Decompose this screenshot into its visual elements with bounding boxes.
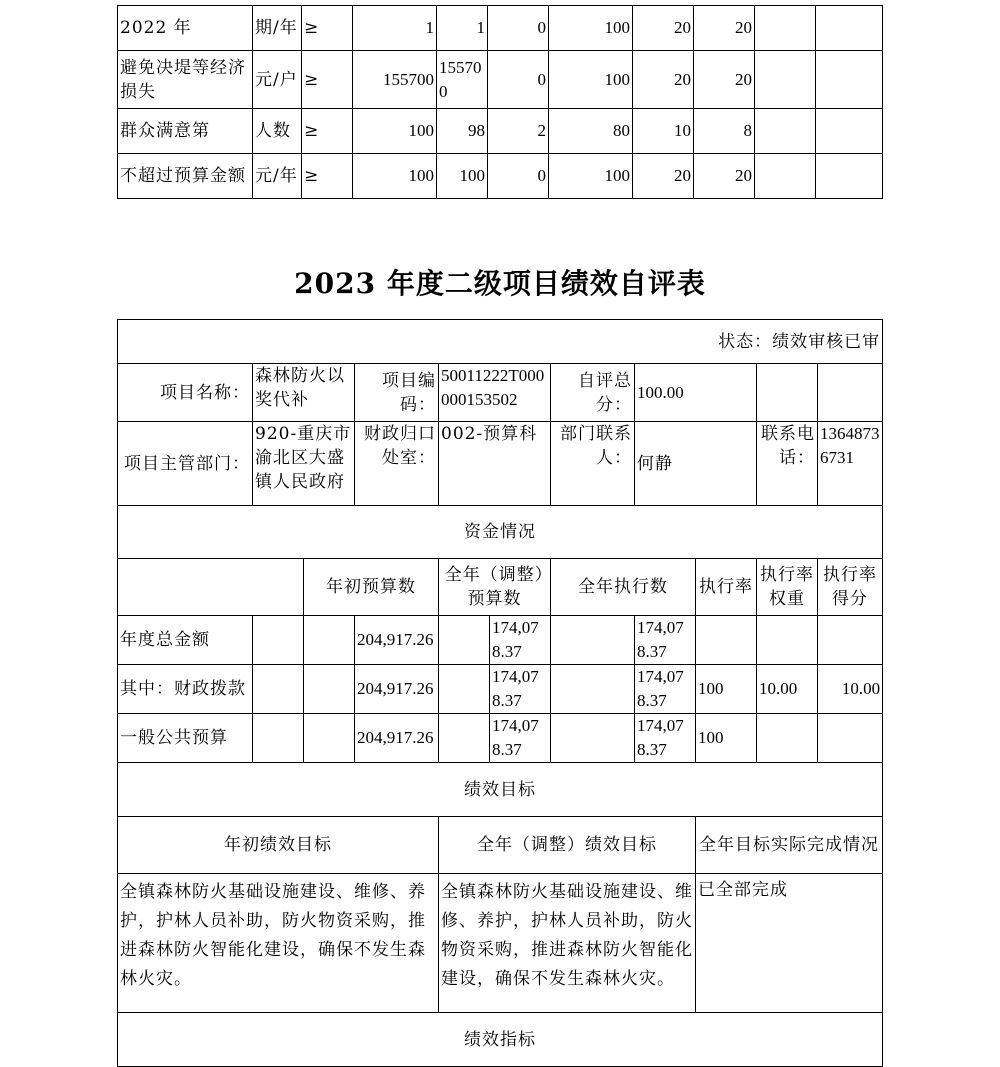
fund-rate: 100 [696,665,757,714]
indicator-operator: ≥ [302,6,353,51]
empty-cell [757,364,818,422]
fund-score [818,616,883,665]
empty-cell [439,665,490,714]
executed-header: 全年执行数 [551,559,696,616]
indicator-value: 80 [549,109,633,154]
indicator-operator: ≥ [302,109,353,154]
empty-cell [304,665,355,714]
project-code-value: 50011222T000000153502 [439,364,551,422]
actual-goal-text: 已全部完成 [696,874,883,1013]
adjusted-budget-header: 全年（调整）预算数 [439,559,551,616]
project-code-label: 项目编码： [355,364,439,422]
indicator-operator: ≥ [302,51,353,109]
actual-goal-header: 全年目标实际完成情况 [696,817,883,874]
phone-label: 联系电话： [757,422,818,506]
fund-weight [757,714,818,763]
table-row [118,616,883,665]
empty-cell [816,154,883,199]
fund-adjusted: 174,078.37 [490,714,551,763]
empty-cell [253,665,304,714]
indicators-section-title: 绩效指标 [118,1013,883,1067]
funds-header-row [118,559,883,616]
indicator-value: 0 [488,51,549,109]
indicator-value: 10 [633,109,694,154]
indicator-name: 2022 年 [118,6,253,51]
weight-header: 执行率权重 [757,559,818,616]
indicator-value: 20 [694,154,755,199]
fund-label: 其中：财政拨款 [118,665,253,714]
indicator-value: 100 [549,51,633,109]
indicator-unit: 期/年 [253,6,302,51]
indicator-value: 20 [633,154,694,199]
office-label: 财政归口处室： [355,422,439,506]
fund-executed: 174,078.37 [635,714,696,763]
fund-initial: 204,917.26 [355,665,439,714]
table-row [118,154,883,199]
indicator-value: 100 [353,109,437,154]
indicator-value: 0 [488,6,549,51]
fund-executed: 174,078.37 [635,616,696,665]
fund-weight: 10.00 [757,665,818,714]
indicator-value: 1 [437,6,488,51]
empty-cell [755,109,816,154]
indicator-operator: ≥ [302,154,353,199]
phone-value: 13648736731 [818,422,883,506]
indicator-value: 20 [633,51,694,109]
dept-value: 920-重庆市渝北区大盛镇人民政府 [253,422,355,506]
adjusted-goal-text: 全镇森林防火基础设施建设、维修、养护，护林人员补助，防火物资采购，推进森林防火智能化建设，确保不发生森林火灾。 [439,874,696,1013]
empty-cell [818,364,883,422]
empty-cell [755,6,816,51]
indicator-value: 98 [437,109,488,154]
empty-cell [439,714,490,763]
fund-label: 年度总金额 [118,616,253,665]
indicator-value: 100 [549,6,633,51]
indicator-value: 155700 [437,51,488,109]
initial-goal-header: 年初绩效目标 [118,817,439,874]
table-row [118,6,883,51]
self-score-value: 100.00 [635,364,757,422]
self-score-label: 自评总分： [551,364,635,422]
empty-cell [253,616,304,665]
indicator-table-continued [117,5,883,199]
empty-cell [551,714,635,763]
fund-weight [757,616,818,665]
project-name-value: 森林防火以奖代补 [253,364,355,422]
section-header [118,763,883,817]
goals-content-row [118,874,883,1013]
fund-adjusted: 174,078.37 [490,665,551,714]
evaluation-table [117,319,883,1067]
indicator-unit: 元/户 [253,51,302,109]
empty-cell [118,559,304,616]
goals-section-title: 绩效目标 [118,763,883,817]
score-header: 执行率得分 [818,559,883,616]
contact-label: 部门联系人： [551,422,635,506]
dept-label: 项目主管部门： [118,422,253,506]
contact-value: 何静 [635,422,757,506]
indicator-unit: 元/年 [253,154,302,199]
empty-cell [755,51,816,109]
rate-header: 执行率 [696,559,757,616]
fund-rate [696,616,757,665]
indicator-value: 20 [633,6,694,51]
empty-cell [551,616,635,665]
table-row [118,51,883,109]
table-row [118,665,883,714]
adjusted-goal-header: 全年（调整）绩效目标 [439,817,696,874]
empty-cell [816,109,883,154]
fund-score: 10.00 [818,665,883,714]
project-name-label: 项目名称： [118,364,253,422]
table-row [118,714,883,763]
indicator-value: 20 [694,51,755,109]
initial-goal-text: 全镇森林防火基础设施建设、维修、养护，护林人员补助，防火物资采购，推进森林防火智能化建设，确保不发生森林火灾。 [118,874,439,1013]
fund-executed: 174,078.37 [635,665,696,714]
indicator-name: 避免决堤等经济损失 [118,51,253,109]
indicator-value: 100 [437,154,488,199]
page-title: 2023 年度二级项目绩效自评表 [294,267,706,300]
empty-cell [439,616,490,665]
empty-cell [816,51,883,109]
indicator-name: 不超过预算金额 [118,154,253,199]
table-row [118,109,883,154]
indicator-value: 2 [488,109,549,154]
indicator-unit: 人数 [253,109,302,154]
fund-adjusted: 174,078.37 [490,616,551,665]
indicator-value: 8 [694,109,755,154]
empty-cell [551,665,635,714]
office-value: 002-预算科 [439,422,551,506]
indicator-value: 155700 [353,51,437,109]
indicator-value: 100 [353,154,437,199]
indicator-value: 100 [549,154,633,199]
status-text: 状态：绩效审核已审 [118,320,883,364]
initial-budget-header: 年初预算数 [304,559,439,616]
fund-score [818,714,883,763]
empty-cell [304,714,355,763]
section-header [118,1013,883,1067]
fund-label: 一般公共预算 [118,714,253,763]
section-header [118,506,883,559]
empty-cell [755,154,816,199]
empty-cell [304,616,355,665]
fund-initial: 204,917.26 [355,714,439,763]
indicator-value: 20 [694,6,755,51]
status-row [118,320,883,364]
indicator-value: 0 [488,154,549,199]
project-row [118,364,883,422]
empty-cell [816,6,883,51]
fund-initial: 204,917.26 [355,616,439,665]
goals-header-row [118,817,883,874]
funds-section-title: 资金情况 [118,506,883,559]
empty-cell [253,714,304,763]
indicator-name: 群众满意第 [118,109,253,154]
department-row [118,422,883,506]
fund-rate: 100 [696,714,757,763]
indicator-value: 1 [353,6,437,51]
